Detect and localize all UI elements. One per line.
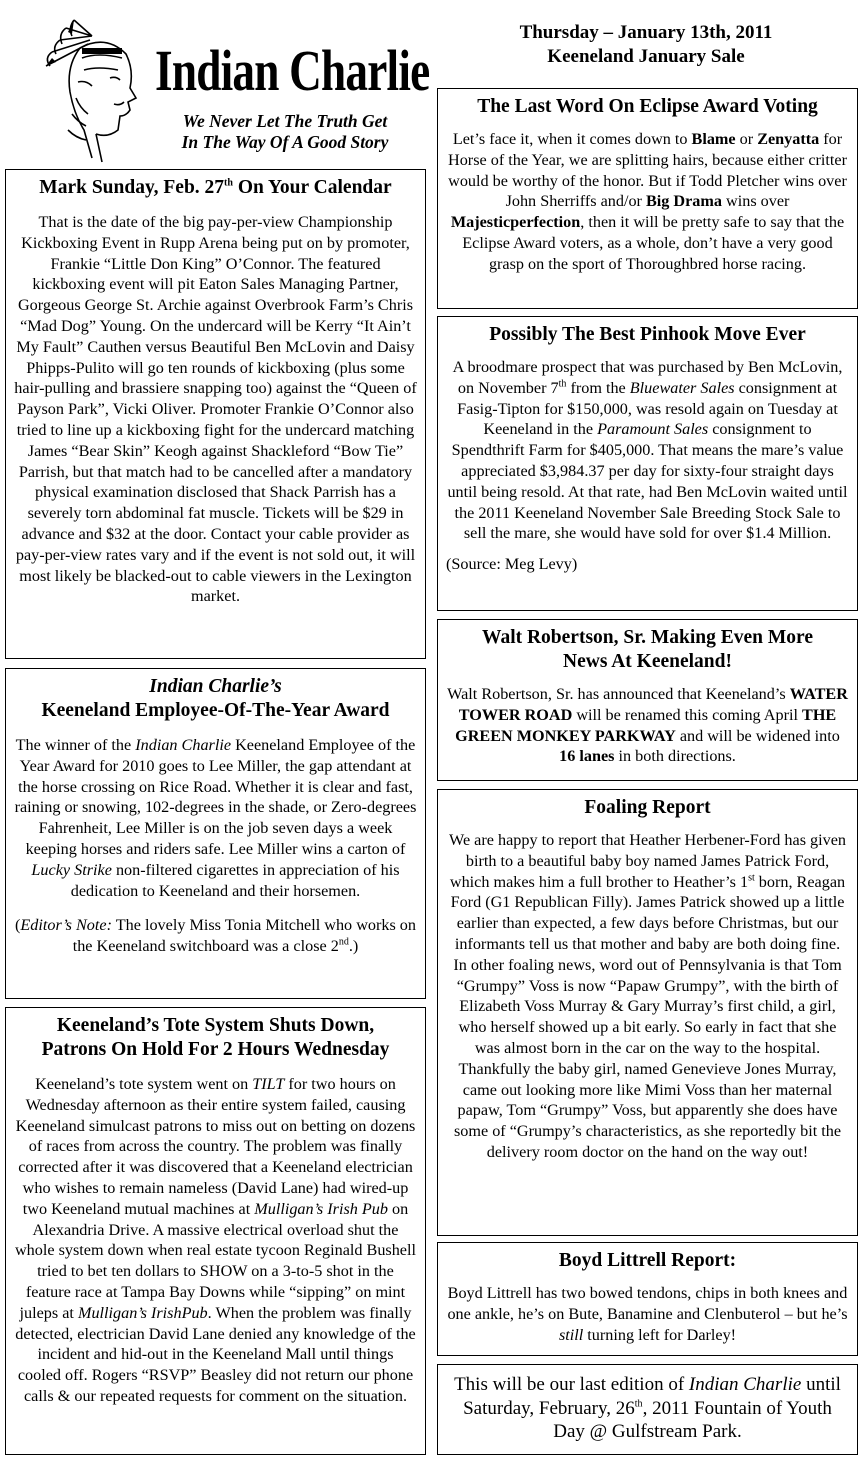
tote-article [5, 1007, 426, 1455]
calendar-body: That is the date of the big pay-per-view Championship Kickboxing Event in Rupp Arena being put on by promoter, Frankie “Little Don King” O’Connor. The featured kickboxing event will pit Eaton Sales Managing Partner, Gorgeous George St. Archie against Overbrook Farm’s Chris “Mad Dog” Young. On the undercard will be Kerry “It Ain’t My Fault” Cauthen versus Beautiful Ben McLovin and Daisy Phipps-Pulito will go ten rounds of kickboxing (plus some hair-pulling and brassiere snapping too) against the “Queen of Payson Park”, Vicki Oliver. Promoter Frankie O’Connor also tried to line up a kickboxing fight for the undercard matching James “Bear Skin” Keogh against Shackleford “Bow Tie” Parrish, but that match had to be cancelled after a mandatory physical examination disclosed that Shack Parrish has a severely torn abdominal fat muscle. Tickets will be $29 in advance and $32 at the door. Contact your cable provider as pay-per-view rates vary and if the event is not sold out, it will most likely be blacked-out to cable viewers in the Lexington market. [14, 213, 417, 606]
walt-article [437, 619, 858, 781]
closing-notice [437, 1364, 858, 1455]
tagline-line2: In The Way Of A Good Story [181, 132, 389, 152]
eclipse-headline: The Last Word On Eclipse Award Voting [477, 96, 818, 117]
walt-body: Walt Robertson, Sr. has announced that Keeneland’s WATER TOWER ROAD will be renamed this coming April THE GREEN MONKEY PARKWAY and will be widened into 16 lanes in both directions. [447, 685, 848, 766]
employee-award-article [5, 668, 426, 999]
pinhook-article [437, 316, 858, 611]
calendar-article [5, 169, 426, 659]
eclipse-article [437, 88, 858, 309]
issue-event: Keeneland January Sale [547, 46, 745, 67]
indian-chief-head-icon [22, 18, 150, 164]
foaling-paragraph-1: We are happy to report that Heather Herbener-Ford has given birth to a beautiful baby boy named James Patrick Ford, which makes him a full brother to Heather’s 1st born, Reagan Ford (G1 Republican Filly). James Patrick showed up a little earlier than expected, a few days before Christmas, but our informants tell us that mother and baby are both doing fine. [448, 831, 847, 953]
calendar-headline: Mark Sunday, Feb. 27th On Your Calendar [39, 177, 392, 198]
employee-headline: Indian Charlie’s Keeneland Employee-Of-The-Year Award [41, 676, 390, 721]
boyd-article [437, 1242, 858, 1356]
masthead-title: Indian Charlie [155, 38, 430, 103]
tote-headline: Keeneland’s Tote System Shuts Down, Patrons On Hold For 2 Hours Wednesday [41, 1015, 390, 1060]
foaling-article [437, 789, 858, 1236]
issue-date: Thursday – January 13th, 2011 [519, 22, 773, 43]
tote-body: Keeneland’s tote system went on TILT for two hours on Wednesday afternoon as their entire system failed, causing Keeneland simulcast patrons to miss out on betting on dozens of races from across the country. The problem was finally corrected after it was discovered that a Keeneland electrician who wishes to remain nameless (David Lane) had wired-up two Keeneland mutual machines at Mulligan’s Irish Pub on Alexandria Drive. A massive electrical overload shut the whole system down when real estate tycoon Reginald Bushell tried to bet ten dollars to SHOW on a 3-to-5 shot in the feature race at Tampa Bay Downs while “sipping” on mint juleps at Mulligan’s IrishPub. When the problem was finally detected, electrician David Lane denied any knowledge of the incident and hid-out in the Keeneland Mall until things cooled off. Rogers “RSVP” Beasley did not return our phone calls & our repeated requests for comment on the situation. [14, 1075, 416, 1405]
pinhook-headline: Possibly The Best Pinhook Move Ever [489, 324, 806, 345]
walt-headline: Walt Robertson, Sr. Making Even More News At Keeneland! [482, 627, 813, 672]
pinhook-body: A broodmare prospect that was purchased by Ben McLovin, on November 7th from the Bluewater Sales consignment at Fasig-Tipton for $150,000, was resold again on Tuesday at Keeneland in the Paramount Sales consignment to Spendthrift Farm for $405,000. That means the mare’s value appreciated $3,984.37 per day for sixty-four straight days until being resold. At that rate, had Ben McLovin waited until the 2011 Keeneland November Sale Breeding Stock Sale to sell the mare, she would have sold for over $1.4 Million. [447, 358, 848, 543]
eclipse-body: Let’s face it, when it comes down to Blame or Zenyatta for Horse of the Year, we are splitting hairs, because either critter would be worthy of the honor. But if Todd Pletcher wins over John Sherriffs and/or Big Drama wins over Majesticperfection, then it will be pretty safe to say that the Eclipse Award voters, as a whole, don’t have a very good grasp on the sport of Thoroughbred horse racing. [448, 130, 847, 273]
dateline [440, 21, 852, 69]
boyd-headline: Boyd Littrell Report: [558, 1250, 737, 1271]
tagline-line1: We Never Let The Truth Get [182, 111, 388, 131]
masthead-logo [22, 18, 150, 164]
masthead-tagline [155, 111, 415, 153]
foaling-headline: Foaling Report [584, 797, 711, 818]
foaling-paragraph-3: Thankfully the baby girl, named Genevieve Jones Murray, came out looking more like Mimi Voss than her maternal papaw, Tom “Grumpy” Voss, but apparently she does have some of “Grumpy’s characteristics, as she reportedly bit the delivery room doctor on the hand on the way out! [453, 1059, 842, 1161]
closing-text: This will be our last edition of Indian Charlie until Saturday, February, 26th, 2011 Fountain of Youth Day @ Gulfstream Park. [454, 1374, 841, 1442]
pinhook-source: (Source: Meg Levy) [446, 555, 578, 574]
foaling-paragraph-2: In other foaling news, word out of Pennsylvania is that Tom “Grumpy” Voss is now “Papaw Grumpy”, with the birth of Elizabeth Voss Murray & Gary Murray’s first child, a girl, who herself showed up a bit early. So early in fact that she was almost born in the car on the way to the hospital. [453, 955, 842, 1057]
editors-note: (Editor’s Note: The lovely Miss Tonia Mitchell who works on the Keeneland switchboard was a close 2nd.) [15, 916, 416, 956]
employee-body: The winner of the Indian Charlie Keeneland Employee of the Year Award for 2010 goes to Lee Miller, the gap attendant at the horse crossing on Rice Road. Whether it is clear and fast, raining or snowing, 102-degrees in the shade, or Zero-degrees Fahrenheit, Lee Miller is on the job seven days a week keeping horses and riders safe. Lee Miller wins a carton of Lucky Strike non-filtered cigarettes in appreciation of his dedication to Keeneland and their horsemen. [14, 736, 417, 900]
boyd-body: Boyd Littrell has two bowed tendons, chips in both knees and one ankle, he’s on Bute, Banamine and Clenbuterol – but he’s still turning left for Darley! [447, 1284, 848, 1344]
